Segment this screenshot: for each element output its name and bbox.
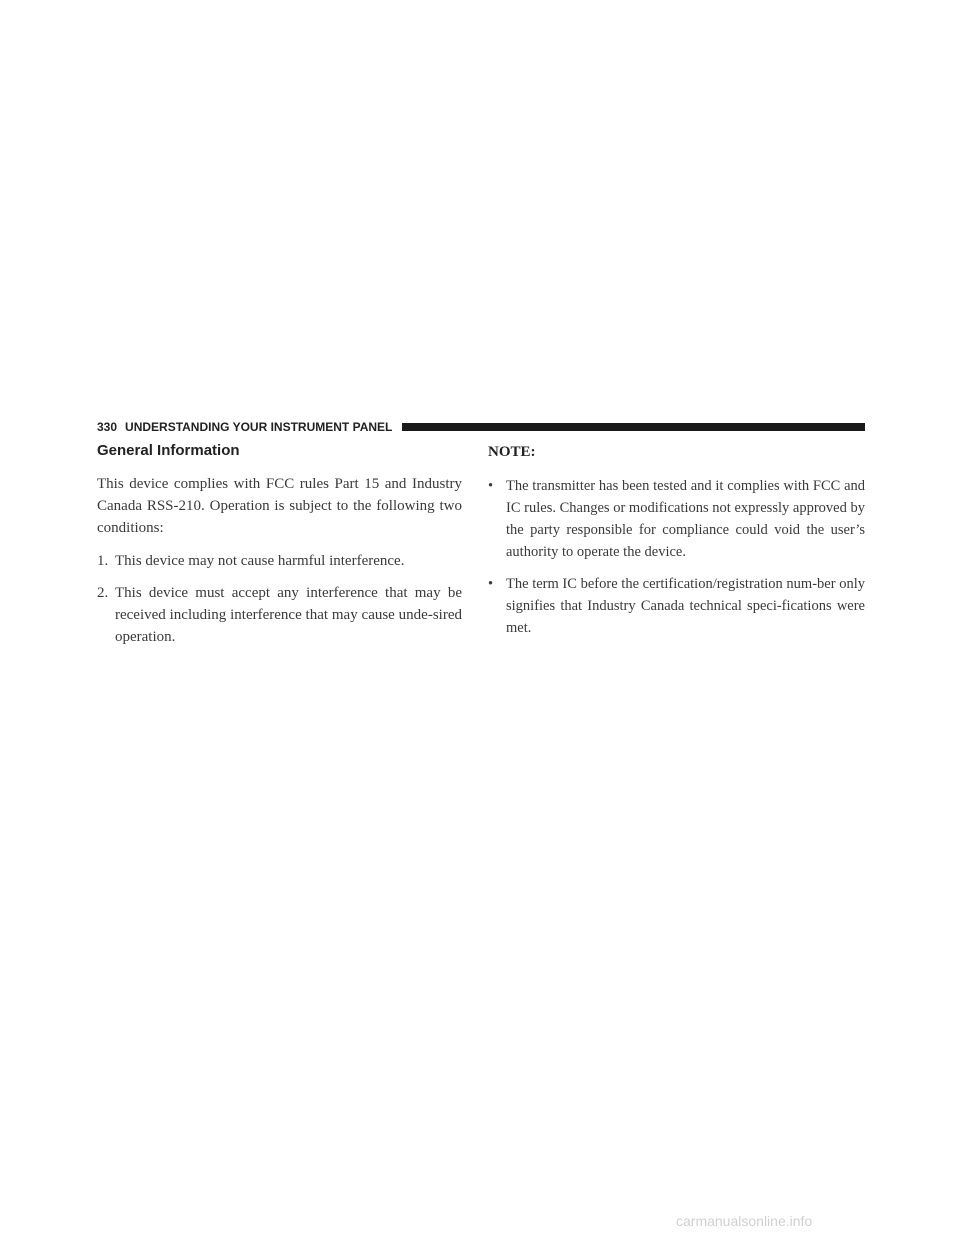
intro-paragraph: This device complies with FCC rules Part 15 and Industry Canada RSS-210. Operation is subject to the following two conditions: <box>97 476 462 536</box>
bullet-text: The transmitter has been tested and it complies with FCC and IC rules. Changes or modifications not expressly approved by the party responsible for compliance could void the user’s authority to operate the device. <box>506 478 865 560</box>
page-number: 330 <box>97 420 118 434</box>
list-item <box>97 550 462 572</box>
item-text: This device may not cause harmful interference. <box>115 553 405 569</box>
header-rule <box>402 423 865 431</box>
bullet-text: The term IC before the certification/registration num-ber only signifies that Industry Canada technical speci-fications were met. <box>506 576 865 636</box>
running-header <box>97 420 865 434</box>
item-number: 2. <box>97 585 109 601</box>
running-title: UNDERSTANDING YOUR INSTRUMENT PANEL <box>125 420 393 434</box>
bullet-icon: • <box>488 576 494 592</box>
left-column <box>97 442 462 658</box>
list-item <box>97 582 462 648</box>
bullet-item <box>488 475 865 563</box>
item-text: This device must accept any interference that may be received including interference that may cause unde-sired operation. <box>115 585 462 645</box>
bullet-item <box>488 573 865 639</box>
item-number: 1. <box>97 553 109 569</box>
note-heading: NOTE: <box>488 444 536 460</box>
bullet-icon: • <box>488 478 494 494</box>
section-heading: General Information <box>97 442 240 459</box>
right-column <box>488 442 865 649</box>
watermark: carmanualsonline.info <box>676 1213 813 1229</box>
